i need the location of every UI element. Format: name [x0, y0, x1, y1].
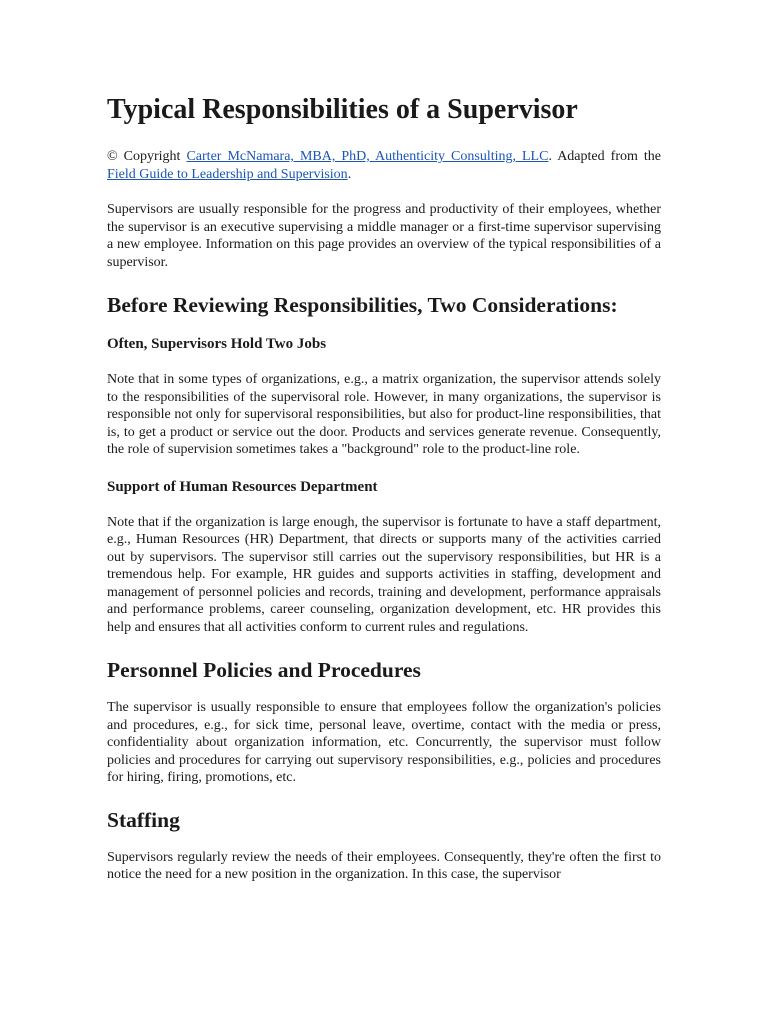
- copyright-middle: . Adapted from the: [548, 149, 661, 164]
- subheading-hr-support: Support of Human Resources Department: [107, 478, 378, 495]
- page-title: Typical Responsibilities of a Supervisor: [107, 94, 578, 125]
- paragraph-hr-support: Note that if the organization is large enough, the supervisor is fortunate to have a staff department, e.g., Human Resources (HR) Department, that directs or supports many of the activities carried out by supervisors. The supervisor still carries out the supervisory responsibilities, but HR is a tremendous help. For example, HR guides and supports activities in staffing, development and management of personnel policies and records, training and development, performance appraisals and performance problems, career counseling, organization development, etc. HR provides this help and ensures that all activities conform to current rules and regulations.: [107, 514, 661, 635]
- book-link[interactable]: Field Guide to Leadership and Supervision: [107, 166, 348, 182]
- copyright-suffix: .: [347, 166, 352, 182]
- section-heading-staffing: Staffing: [107, 807, 180, 832]
- paragraph-staffing: Supervisors regularly review the needs of their employees. Consequently, they're often the first to notice the need for a new position in the organization. In this case, the supervisor: [107, 849, 661, 882]
- document-page: [107, 92, 661, 884]
- author-link[interactable]: Carter McNamara, MBA, PhD, Authenticity Consulting, LLC: [186, 149, 549, 164]
- paragraph-policies: The supervisor is usually responsible to ensure that employees follow the organization's policies and procedures, e.g., for sick time, personal leave, overtime, contact with the media or press, confidentiality about organization information, etc. Concurrently, the supervisor must follow policies and procedures for carrying out supervisory responsibilities, e.g., policies and procedures for hiring, firing, promotions, etc.: [107, 700, 661, 785]
- section-heading-considerations: Before Reviewing Responsibilities, Two Considerations:: [107, 293, 618, 317]
- subheading-two-jobs: Often, Supervisors Hold Two Jobs: [107, 336, 327, 352]
- copyright-prefix: © Copyright: [107, 149, 187, 164]
- copyright-notice: [107, 148, 661, 183]
- intro-paragraph: Supervisors are usually responsible for the progress and productivity of their employees, whether the supervisor is an executive supervising a middle manager or a first-time supervisor supervising a new employee. Information on this page provides an overview of the typical responsibilities of a supervisor.: [107, 202, 661, 270]
- section-heading-policies: Personnel Policies and Procedures: [107, 658, 421, 682]
- paragraph-two-jobs: Note that in some types of organizations, e.g., a matrix organization, the supervisor attends solely to the responsibilities of the supervisoral role. However, in many organizations, the supervisor is responsible not only for supervisoral responsibilities, but also for product-line responsibilities, that is, to get a product or service out the door. Products and services generate revenue. Consequently, the role of supervision sometimes takes a "background" role to the product-line role.: [107, 372, 661, 457]
